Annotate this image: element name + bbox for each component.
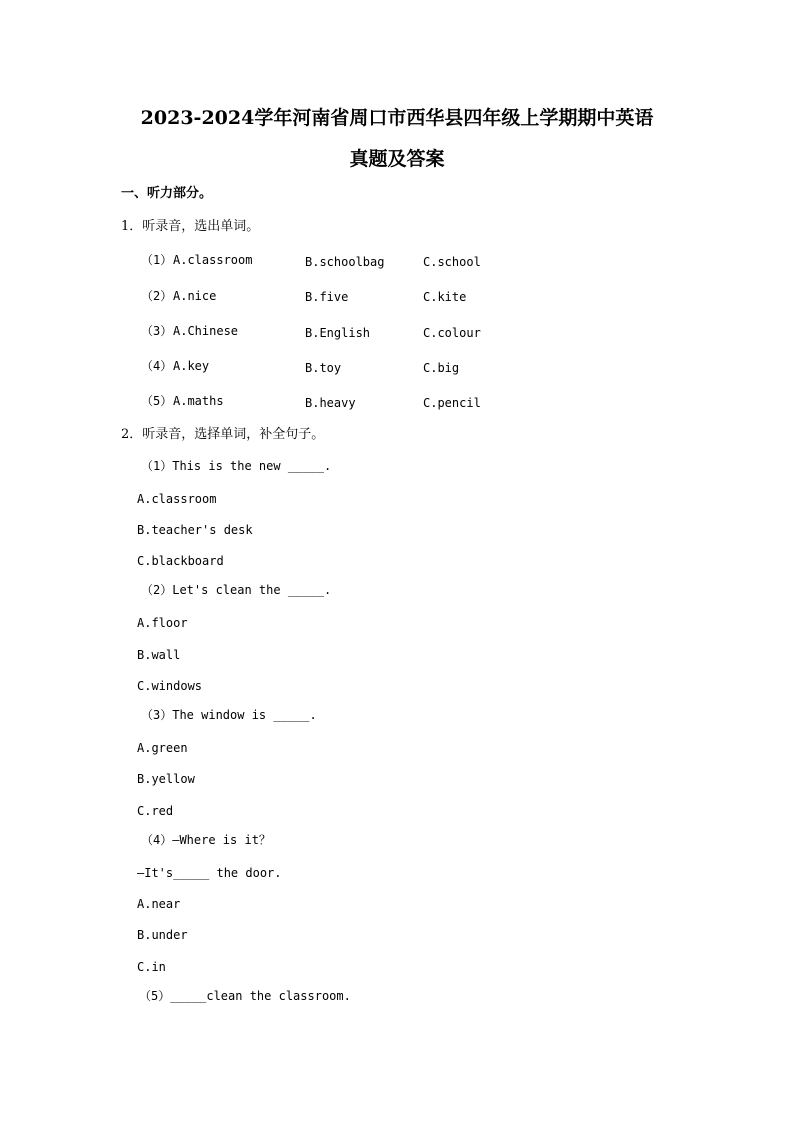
q2-item-5-stem: （5）_____clean the classroom. [139,989,351,1003]
q1-item-1-option-a: A.classroom [173,253,253,267]
q1-item-2-option-b: B.five [305,290,349,304]
q2-item-1-option-c: C.blackboard [137,554,224,568]
q1-item-4-option-b: B.toy [305,361,342,375]
q1-item-5-option-c: C.pencil [423,396,481,410]
q1-item-5-option-b: B.heavy [305,396,356,410]
section-heading-listening: 一、听力部分。 [121,186,213,201]
q1-item-2-number: （2） [141,289,173,303]
q1-item-5-option-a: A.maths [173,394,224,408]
q2-item-1-stem: （1）This is the new _____. [141,459,332,473]
q2-item-2-option-c: C.windows [137,679,203,693]
q2-item-4-option-b: B.under [137,928,188,942]
q1-item-3-option-b: B.English [305,326,371,340]
document-title-line-2: 真题及答案 [349,148,445,170]
q1-item-1-option-c: C.school [423,255,481,269]
question-1-prompt: 1．听录音，选出单词。 [121,219,260,234]
q1-item-4-number: （4） [141,359,173,373]
q1-item-5-number: （5） [141,394,173,408]
q2-item-2-option-a: A.floor [137,616,188,630]
q1-item-1-number: （1） [141,253,173,267]
q2-item-2-stem: （2）Let's clean the _____. [141,583,332,597]
q2-item-4-stem: （4）—Where is it？ [141,833,271,847]
document-title-line-1: 2023-2024学年河南省周口市西华县四年级上学期期中英语 [140,107,654,129]
q2-item-4-option-c: C.in [137,960,166,974]
q1-item-3-number: （3） [141,324,173,338]
q2-item-3-option-c: C.red [137,804,174,818]
q1-item-4-option-c: C.big [423,361,460,375]
q2-item-3-stem: （3）The window is _____. [141,708,317,722]
q2-item-3-option-b: B.yellow [137,772,195,786]
q1-item-4-option-a: A.key [173,359,210,373]
q1-item-3-option-a: A.Chinese [173,324,239,338]
q1-item-2-option-c: C.kite [423,290,467,304]
q2-item-1-option-b: B.teacher's desk [137,523,253,537]
q2-item-4-stem-answer: —It's_____ the door. [137,866,282,880]
question-2-prompt: 2．听录音，选择单词，补全句子。 [121,427,325,442]
q1-item-3-option-c: C.colour [423,326,481,340]
q2-item-2-option-b: B.wall [137,648,181,662]
q2-item-3-option-a: A.green [137,741,188,755]
q2-item-1-option-a: A.classroom [137,492,217,506]
q1-item-1-option-b: B.schoolbag [305,255,385,269]
q2-item-4-option-a: A.near [137,897,181,911]
q1-item-2-option-a: A.nice [173,289,217,303]
